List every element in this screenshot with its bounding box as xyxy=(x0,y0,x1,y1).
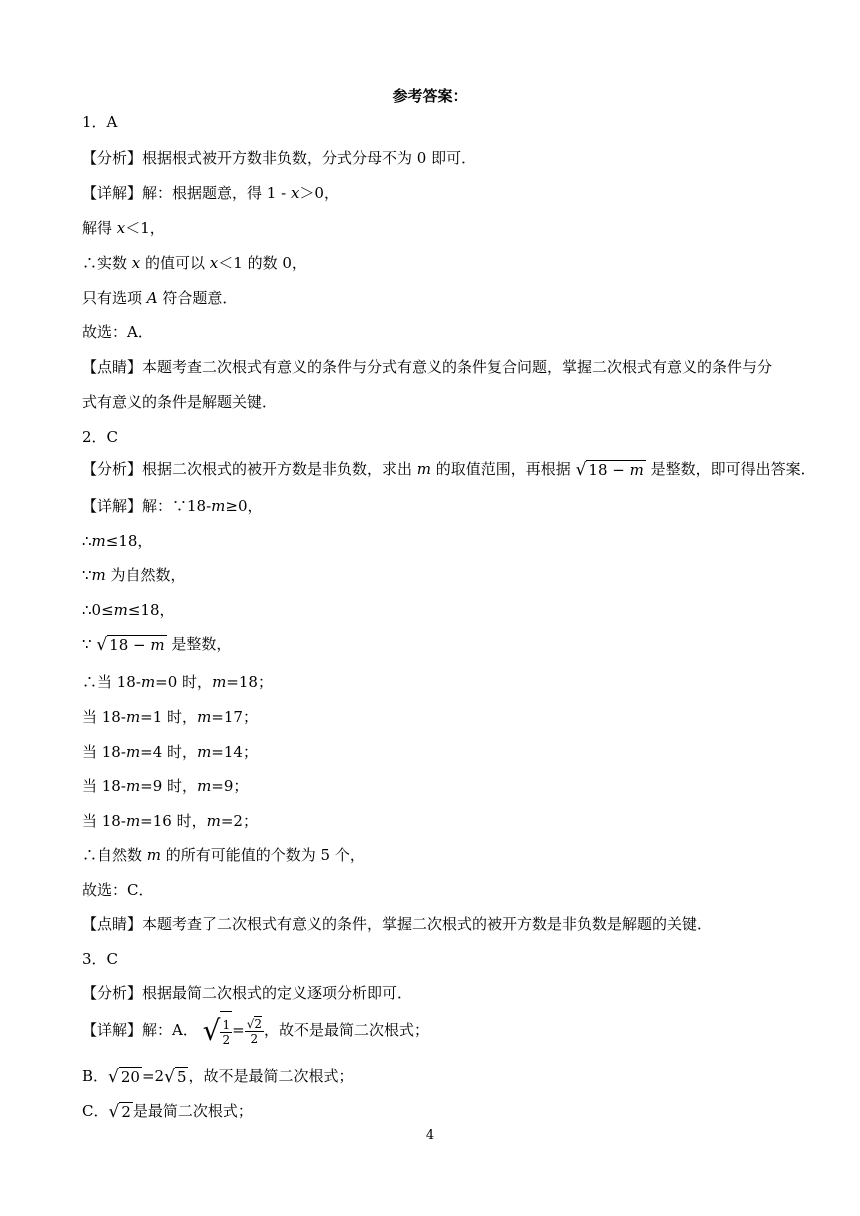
text: 解：A． xyxy=(142,1021,198,1039)
sqrt-sign: √ xyxy=(202,1014,221,1047)
text: = xyxy=(232,1021,245,1039)
text: =14； xyxy=(211,743,258,761)
text: =18； xyxy=(226,673,273,691)
fraction xyxy=(245,1017,264,1046)
var: m xyxy=(212,673,227,691)
var: x xyxy=(290,184,300,202)
detail-tag: 【详解】 xyxy=(82,1021,143,1039)
var: m xyxy=(146,846,162,864)
text: ∴自然数 xyxy=(82,846,147,864)
text: C． xyxy=(82,1102,109,1120)
q3-option-c xyxy=(82,1101,253,1123)
var: A xyxy=(146,289,158,307)
q1-comment-line-2: 式有意义的条件是解题关键． xyxy=(82,393,278,411)
text: 当 18- xyxy=(82,708,126,726)
text: ≤18， xyxy=(105,532,153,550)
var: m xyxy=(125,743,141,761)
numerator: 1 xyxy=(222,1018,231,1032)
q1-detail-line-4 xyxy=(82,288,237,308)
q1-detail-line-3 xyxy=(82,253,307,273)
var: m xyxy=(91,566,106,584)
analysis-text: 根据根式被开方数非负数，分式分母不为 0 即可． xyxy=(142,149,477,167)
denominator: 2 xyxy=(222,1033,231,1047)
q2-case-line xyxy=(82,742,258,762)
text: 符合题意． xyxy=(157,289,238,307)
var: m xyxy=(150,636,165,654)
text: ∴0≤ xyxy=(82,601,114,619)
radicand: 2 xyxy=(121,1103,131,1121)
text: 的取值范围，再根据 xyxy=(431,460,576,478)
text: ≤18， xyxy=(127,601,175,619)
var: m xyxy=(140,673,156,691)
text: ＞0， xyxy=(299,184,339,202)
text: 解：根据题意，得 1 - xyxy=(142,184,291,202)
page-title: 参考答案： xyxy=(392,87,468,105)
text: 是整数，即可得出答案． xyxy=(645,460,816,478)
var: x xyxy=(131,254,141,272)
text: =4 时， xyxy=(140,743,198,761)
q1-detail-line-1 xyxy=(82,183,339,203)
sqrt-sign: √ xyxy=(164,1067,175,1087)
radical xyxy=(576,459,646,481)
radical xyxy=(164,1066,188,1088)
text: ＜1 的数 0， xyxy=(218,254,307,272)
text: 当 18- xyxy=(82,777,126,795)
denominator: 2 xyxy=(250,1031,259,1046)
q2-detail-line-5 xyxy=(82,634,231,656)
q1-number: 1．A xyxy=(82,113,118,131)
q2-case-line xyxy=(82,707,258,727)
text: 解得 xyxy=(82,219,117,237)
radical xyxy=(96,634,166,656)
var: m xyxy=(113,601,128,619)
text: B． xyxy=(82,1067,109,1085)
var: m xyxy=(206,812,221,830)
text: 当 18- xyxy=(82,743,126,761)
q1-comment-line-1 xyxy=(82,357,772,377)
text: ∵ xyxy=(82,566,92,584)
numerator xyxy=(245,1017,264,1032)
radical-fraction xyxy=(203,1011,232,1052)
q1-detail-line-2 xyxy=(82,218,165,238)
q2-comment xyxy=(82,914,712,934)
q2-case-line xyxy=(82,811,258,831)
radicand: 20 xyxy=(120,1068,140,1086)
var: x xyxy=(116,219,126,237)
var: m xyxy=(416,460,432,478)
text: 是最简二次根式； xyxy=(132,1102,253,1120)
sqrt-sign: √ xyxy=(108,1067,119,1087)
q2-detail-line-1 xyxy=(82,496,263,516)
radical xyxy=(108,1066,142,1088)
var: m xyxy=(197,708,212,726)
text: 根据二次根式的被开方数是非负数，求出 xyxy=(142,460,417,478)
text: 解：∵18- xyxy=(142,497,212,515)
q2-analysis xyxy=(82,459,816,481)
q3-analysis xyxy=(82,983,412,1003)
q2-detail-line-4 xyxy=(82,600,175,620)
q3-option-a xyxy=(82,1010,429,1050)
text: ∴实数 xyxy=(82,254,132,272)
text: 根据最简二次根式的定义逐项分析即可． xyxy=(142,984,413,1002)
radicand: 2 xyxy=(254,1016,262,1031)
q2-number: 2．C xyxy=(82,428,119,446)
text: ，故不是最简二次根式； xyxy=(188,1067,354,1085)
radical xyxy=(108,1101,132,1123)
text: 的所有可能值的个数为 5 个， xyxy=(161,846,365,864)
text: 的值可以 xyxy=(140,254,210,272)
q2-detail-count xyxy=(82,845,365,865)
text: 只有选项 xyxy=(82,289,147,307)
var: x xyxy=(209,254,219,272)
sqrt-sign: √ xyxy=(108,1102,120,1122)
text: 18 − xyxy=(109,636,151,654)
q1-answer: 故选：A． xyxy=(82,323,153,341)
text: =1 时， xyxy=(140,708,198,726)
text: =16 时， xyxy=(140,812,207,830)
sqrt-sign: √ xyxy=(575,460,587,480)
q3-option-b xyxy=(82,1066,354,1088)
q3-number: 3．C xyxy=(82,950,119,968)
text: 为自然数， xyxy=(105,566,186,584)
var: m xyxy=(125,777,141,795)
var: m xyxy=(211,497,226,515)
text: =2 xyxy=(141,1067,165,1085)
analysis-tag: 【分析】 xyxy=(82,984,143,1002)
var: m xyxy=(91,532,106,550)
comment-tag: 【点睛】 xyxy=(82,358,143,376)
var: m xyxy=(125,812,141,830)
q1-analysis xyxy=(82,148,476,168)
text: ＜1， xyxy=(125,219,165,237)
text: 是整数， xyxy=(166,635,232,653)
detail-tag: 【详解】 xyxy=(82,497,143,515)
text: 本题考查了二次根式有意义的条件，掌握二次根式的被开方数是非负数是解题的关键． xyxy=(142,915,713,933)
text: ∵ xyxy=(82,635,97,653)
text: 18 − xyxy=(588,461,630,479)
text: 本题考查二次根式有意义的条件与分式有意义的条件复合问题，掌握二次根式有意义的条件与分 xyxy=(142,358,773,376)
text: =9 时， xyxy=(140,777,198,795)
text: ∴ xyxy=(82,532,92,550)
comment-tag: 【点睛】 xyxy=(82,915,143,933)
analysis-tag: 【分析】 xyxy=(82,460,143,478)
text: 当 18- xyxy=(82,812,126,830)
text: =9； xyxy=(211,777,249,795)
text: ，故不是最简二次根式； xyxy=(264,1021,430,1039)
page-number: 4 xyxy=(425,1128,435,1143)
q2-case-line xyxy=(82,776,248,796)
q2-detail-line-2 xyxy=(82,531,152,551)
radicand xyxy=(586,460,645,479)
text: =17； xyxy=(211,708,258,726)
detail-tag: 【详解】 xyxy=(82,184,143,202)
var: m xyxy=(629,461,644,479)
var: m xyxy=(197,743,212,761)
var: m xyxy=(197,777,212,795)
var: m xyxy=(125,708,141,726)
radicand xyxy=(107,635,166,654)
analysis-tag: 【分析】 xyxy=(82,149,143,167)
radicand xyxy=(220,1011,232,1052)
fraction xyxy=(220,1018,232,1047)
text: =0 时， xyxy=(155,673,213,691)
sqrt-sign: √ xyxy=(96,635,108,655)
radicand: 5 xyxy=(176,1068,187,1086)
q2-detail-line-3 xyxy=(82,565,186,585)
text: =2； xyxy=(220,812,258,830)
text: ∴当 18- xyxy=(82,673,141,691)
q2-answer: 故选：C． xyxy=(82,881,154,899)
text: ≥0， xyxy=(225,497,263,515)
q2-case-line xyxy=(82,672,273,692)
sqrt-sign: √ xyxy=(246,1016,255,1031)
